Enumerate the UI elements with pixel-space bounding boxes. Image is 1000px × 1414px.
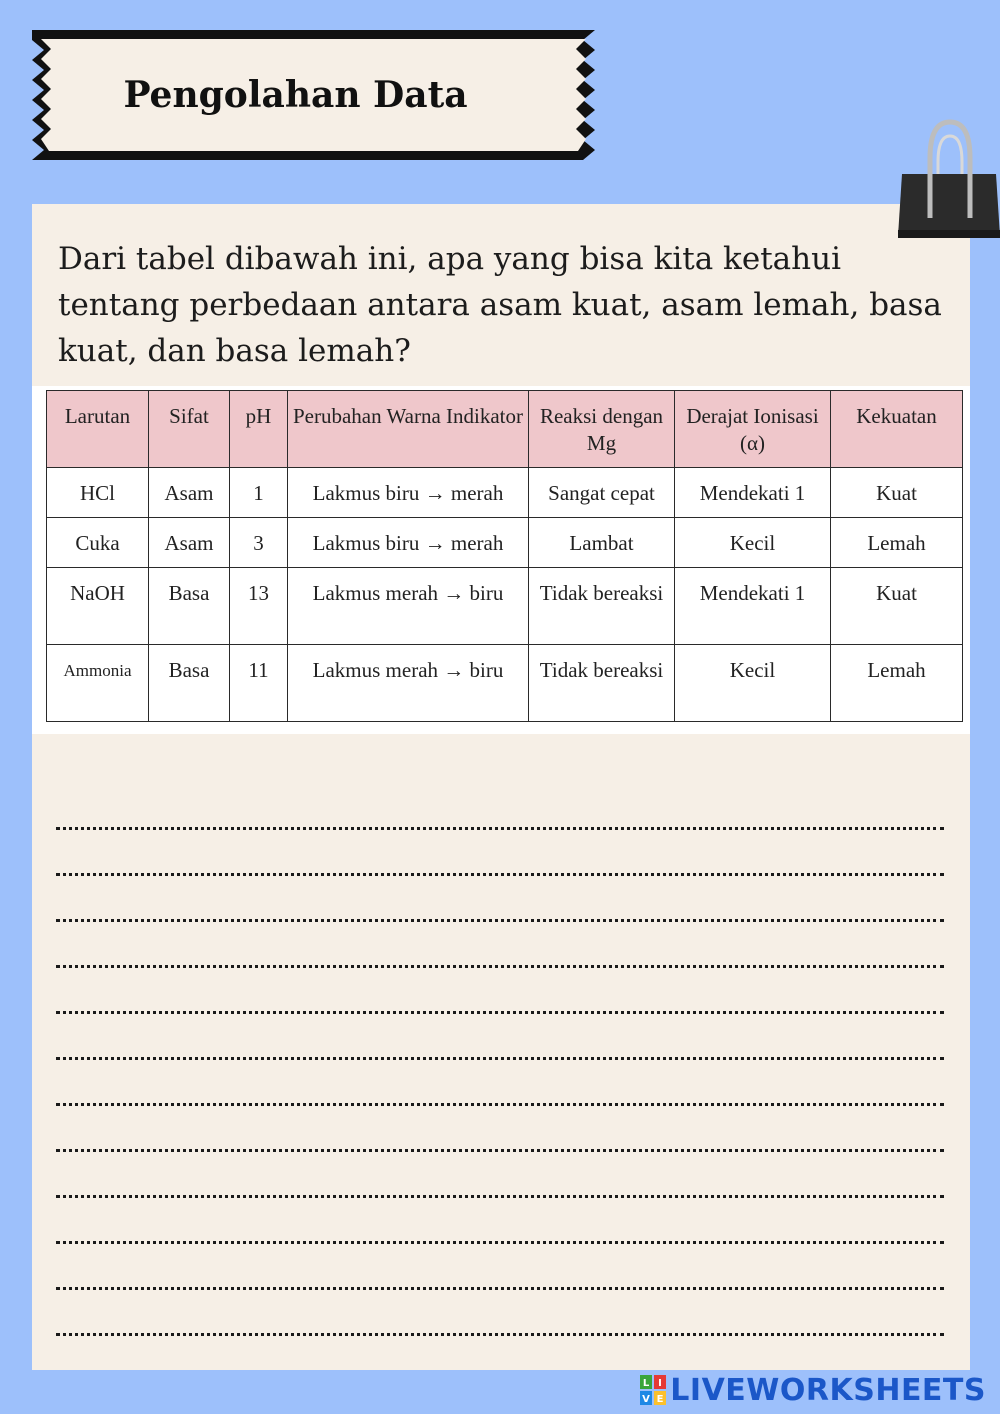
table-row	[47, 468, 963, 518]
header-cell: Reaksi dengan Mg	[529, 391, 675, 468]
answer-line[interactable]	[56, 968, 944, 1014]
brand-name: LIVEWORKSHEETS	[670, 1372, 986, 1408]
table-cell: Kuat	[831, 568, 963, 645]
answer-line[interactable]	[56, 922, 944, 968]
table-cell: Asam	[149, 468, 230, 518]
answer-line[interactable]	[56, 1244, 944, 1290]
table-row	[47, 568, 963, 645]
question-text: Dari tabel dibawah ini, apa yang bisa kita ketahui tentang perbedaan antara asam kuat, asam lemah, basa kuat, dan basa lemah?	[58, 241, 942, 369]
table-cell: Mendekati 1	[675, 568, 831, 645]
answer-line[interactable]	[56, 1152, 944, 1198]
header-cell: Perubahan Warna Indikator	[288, 391, 529, 468]
table-cell: Tidak bereaksi	[529, 568, 675, 645]
table-cell: Kecil	[675, 518, 831, 568]
table-container	[32, 386, 970, 734]
answer-line[interactable]	[56, 830, 944, 876]
table-cell: Tidak bereaksi	[529, 645, 675, 722]
answer-line[interactable]	[56, 1198, 944, 1244]
logo-letter: L	[643, 1378, 650, 1389]
page-title: Pengolahan Data	[123, 74, 468, 116]
table-cell: 11	[230, 645, 288, 722]
liveworksheets-brand[interactable]	[640, 1372, 986, 1408]
table-cell: Lakmus merah → biru	[288, 645, 529, 722]
answer-line[interactable]	[56, 1014, 944, 1060]
table-row	[47, 518, 963, 568]
logo-letter: E	[656, 1394, 664, 1405]
header-cell: Kekuatan	[831, 391, 963, 468]
table-cell: Ammonia	[47, 645, 149, 722]
header-cell: Derajat Ionisasi (α)	[675, 391, 831, 468]
answer-line[interactable]	[56, 784, 944, 830]
table-cell: Basa	[149, 645, 230, 722]
table-cell: 13	[230, 568, 288, 645]
table-cell: Mendekati 1	[675, 468, 831, 518]
table-header-row	[47, 391, 963, 468]
logo-letter: I	[658, 1378, 663, 1389]
answer-line[interactable]	[56, 1106, 944, 1152]
table-row	[47, 645, 963, 722]
binder-clip-icon	[898, 118, 1000, 244]
table-cell: Sangat cepat	[529, 468, 675, 518]
table-cell: Lemah	[831, 645, 963, 722]
data-table	[46, 390, 963, 722]
table-cell: Kuat	[831, 468, 963, 518]
answer-line[interactable]	[56, 1290, 944, 1336]
answer-line[interactable]	[56, 876, 944, 922]
table-cell: Asam	[149, 518, 230, 568]
table-cell: Kecil	[675, 645, 831, 722]
table-cell: Lemah	[831, 518, 963, 568]
table-cell: Basa	[149, 568, 230, 645]
liveworksheets-logo-icon	[640, 1375, 666, 1405]
worksheet-card	[32, 204, 970, 1370]
answer-area[interactable]	[56, 784, 944, 1336]
table-cell: HCl	[47, 468, 149, 518]
table-cell: 1	[230, 468, 288, 518]
table-cell: NaOH	[47, 568, 149, 645]
title-banner	[32, 30, 595, 160]
table-cell: Lakmus merah → biru	[288, 568, 529, 645]
table-cell: 3	[230, 518, 288, 568]
logo-letter: V	[642, 1394, 651, 1405]
table-cell: Lakmus biru → merah	[288, 468, 529, 518]
table-cell: Lambat	[529, 518, 675, 568]
table-cell: Lakmus biru → merah	[288, 518, 529, 568]
table-cell: Cuka	[47, 518, 149, 568]
header-cell: Sifat	[149, 391, 230, 468]
header-cell: Larutan	[47, 391, 149, 468]
answer-line[interactable]	[56, 1060, 944, 1106]
header-cell: pH	[230, 391, 288, 468]
